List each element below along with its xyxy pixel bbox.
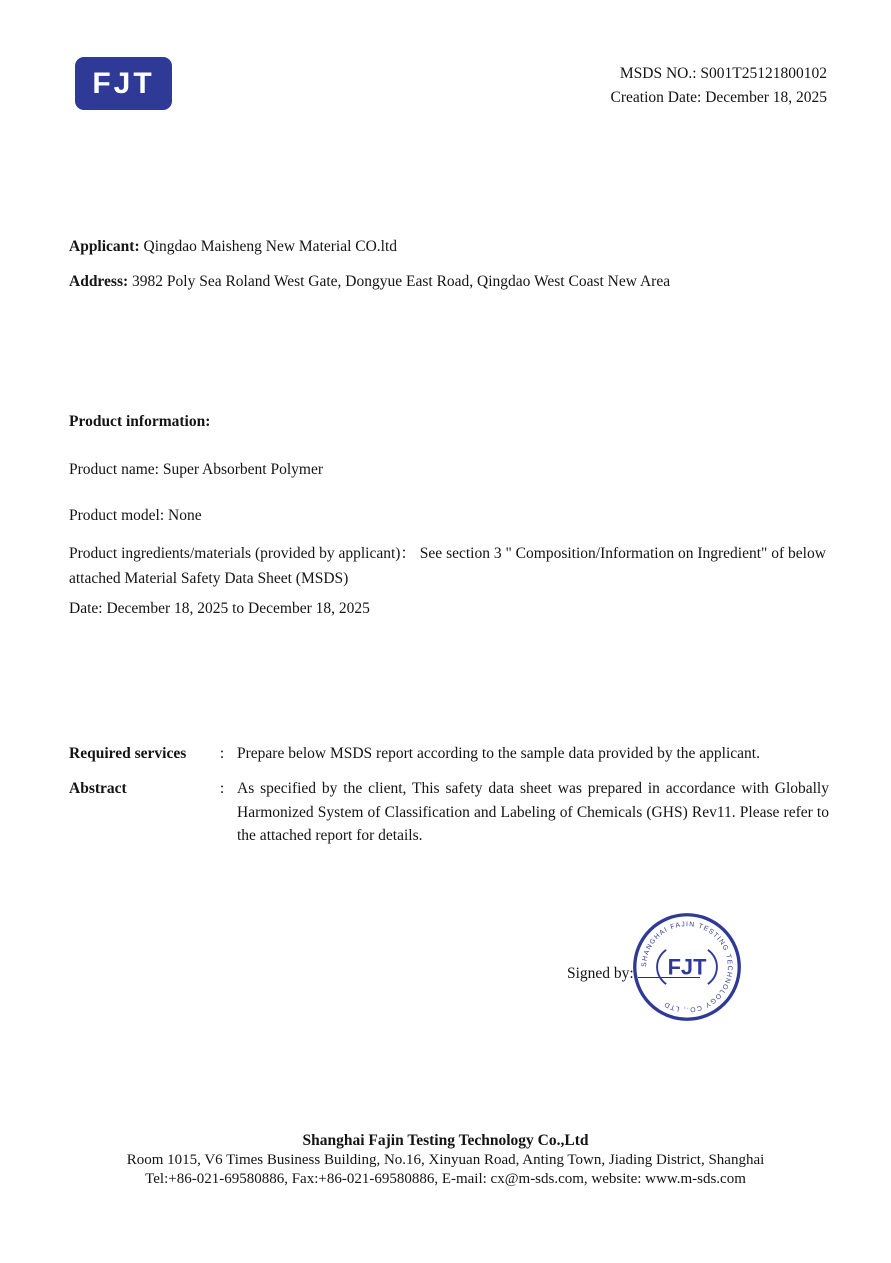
msds-number: MSDS NO.: S001T25121800102 bbox=[619, 65, 827, 82]
abstract-label: Abstract bbox=[69, 780, 127, 797]
applicant-value: Qingdao Maisheng New Material CO.ltd bbox=[143, 238, 398, 255]
required-services-value: Prepare below MSDS report according to the sample data provided by the applicant. bbox=[237, 745, 760, 762]
required-services-colon: : bbox=[219, 745, 225, 762]
header-meta bbox=[611, 62, 828, 110]
product-name: Product name: Super Absorbent Polymer bbox=[69, 461, 323, 478]
footer-contact: Tel:+86-021-69580886, Fax:+86-021-69580886, E-mail: cx@m-sds.com, website: www.m-sds.com bbox=[145, 1171, 746, 1187]
product-information-heading: Product information: bbox=[69, 413, 211, 430]
footer-address: Room 1015, V6 Times Business Building, No.16, Xinyuan Road, Anting Town, Jiading District, Shanghai bbox=[126, 1151, 765, 1168]
abstract-row bbox=[69, 777, 829, 848]
stamp-ring-text: SHANGHAI FAJIN TESTING TECHNOLOGY CO., LTD bbox=[641, 921, 733, 1013]
product-ingredients: Product ingredients/materials (provided by applicant)： See section 3 " Composition/Information on Ingredient" of below attached Material Safety Data Sheet (MSDS) bbox=[69, 545, 826, 587]
signed-by-line bbox=[567, 963, 700, 983]
required-services-row bbox=[69, 742, 829, 766]
signed-by-label: Signed by: bbox=[567, 965, 634, 982]
address-line bbox=[69, 273, 829, 291]
signature-line bbox=[638, 963, 700, 978]
fjt-logo bbox=[75, 57, 172, 110]
required-services-label: Required services bbox=[69, 745, 187, 762]
creation-date: Creation Date: December 18, 2025 bbox=[610, 89, 827, 107]
report-date-range: Date: December 18, 2025 to December 18, 2025 bbox=[69, 600, 370, 617]
fjt-logo-text: FJT bbox=[92, 66, 155, 100]
stamp-center-text: FJT bbox=[667, 954, 707, 980]
footer-company-name: Shanghai Fajin Testing Technology Co.,Ltd bbox=[302, 1132, 589, 1149]
abstract-colon: : bbox=[219, 780, 225, 797]
address-label: Address: bbox=[69, 273, 129, 290]
applicant-label: Applicant: bbox=[69, 238, 140, 255]
address-value: 3982 Poly Sea Roland West Gate, Dongyue East Road, Qingdao West Coast New Area bbox=[132, 273, 671, 290]
applicant-line bbox=[69, 238, 829, 256]
abstract-value: As specified by the client, This safety data sheet was prepared in accordance with Globally Harmonized System of Classification and Labeling of Chemicals (GHS) Rev11. Please refer to the attached report for details. bbox=[237, 780, 829, 844]
footer bbox=[0, 1131, 891, 1190]
product-model: Product model: None bbox=[69, 507, 202, 524]
